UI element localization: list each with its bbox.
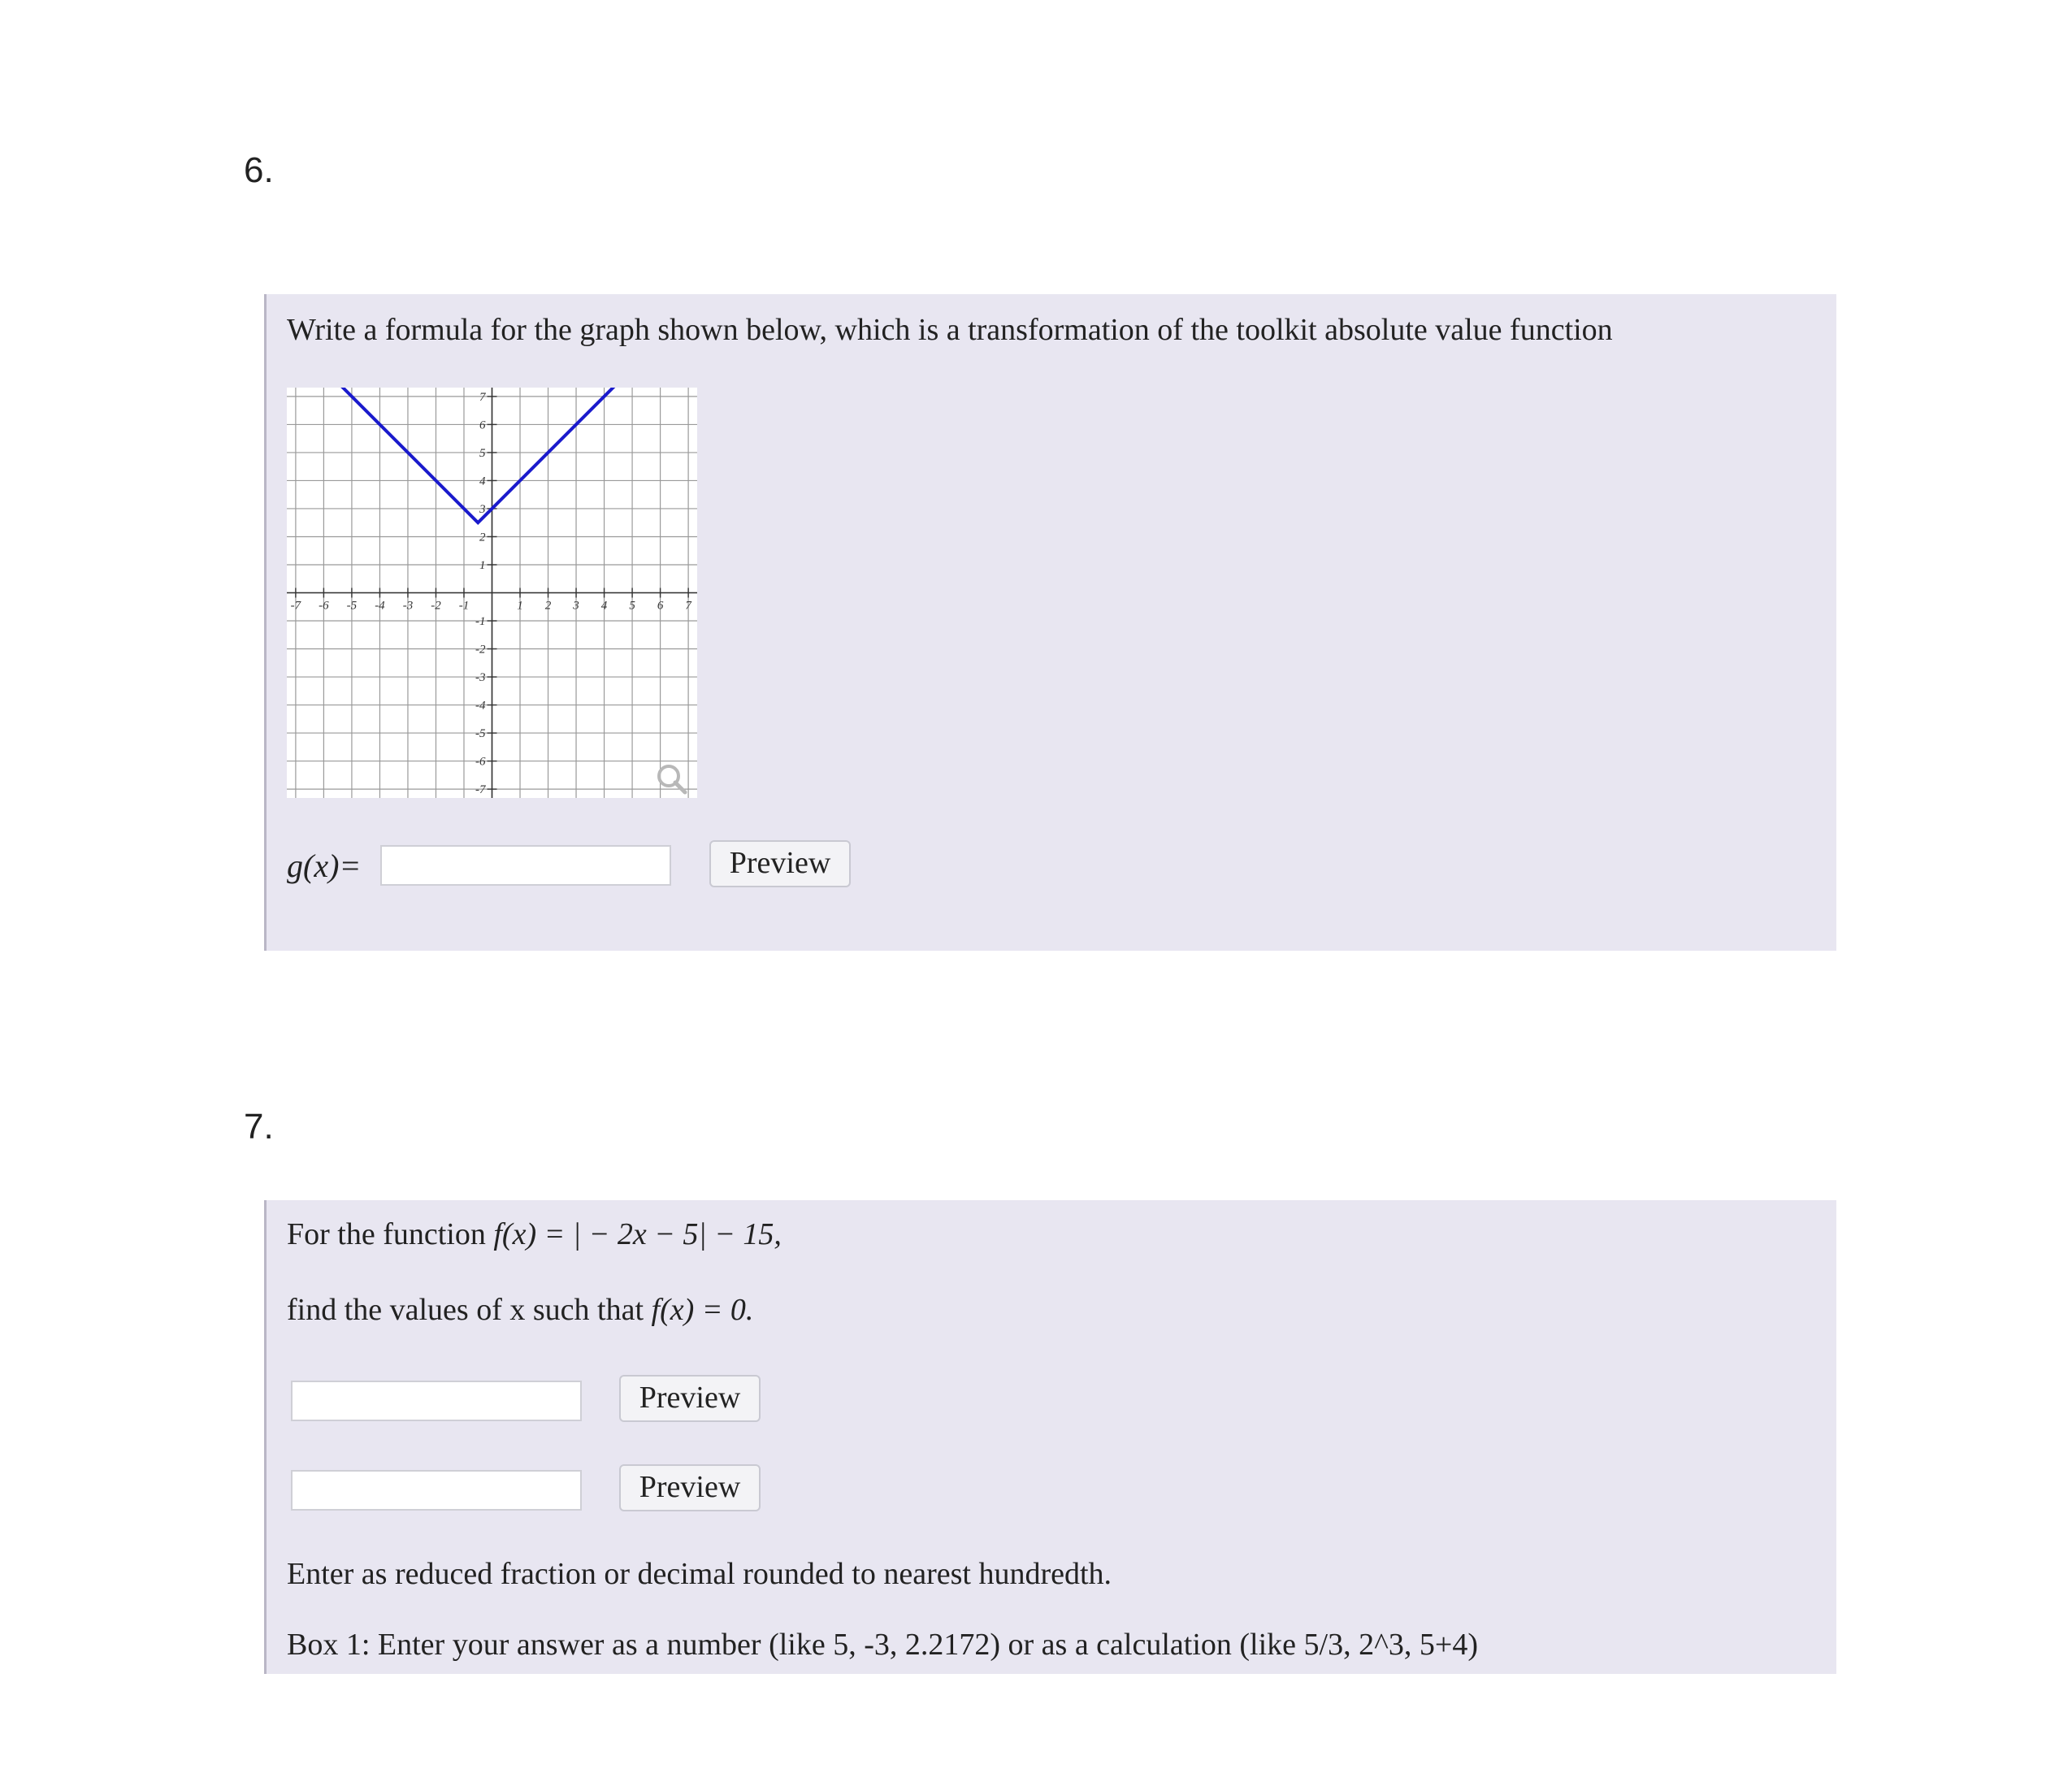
y-tick-label: -6	[475, 755, 486, 769]
x-tick-label: -5	[346, 599, 358, 613]
condition-expression: f(x) = 0.	[651, 1293, 754, 1327]
x-tick-label: -2	[431, 599, 441, 613]
question-6-panel	[264, 294, 1836, 951]
x-tick-label: -4	[375, 599, 385, 613]
graph-canvas	[287, 388, 697, 798]
x-tick-label: 4	[600, 599, 608, 613]
y-tick-label: -7	[475, 783, 486, 797]
g-of-x-label: g(x)=	[287, 848, 362, 884]
x-tick-label: 1	[517, 599, 523, 613]
y-tick-label: 1	[479, 558, 486, 572]
answer-input-2[interactable]	[291, 1470, 582, 1511]
x-tick-label: -7	[290, 599, 301, 613]
x-tick-label: 3	[573, 599, 579, 613]
preview-button[interactable]: Preview	[709, 840, 851, 887]
question-6-number: 6.	[244, 150, 274, 190]
y-tick-label: 4	[479, 475, 486, 488]
y-tick-label: -4	[475, 699, 486, 713]
x-tick-label: 2	[544, 599, 552, 613]
g-of-x-input[interactable]	[380, 845, 671, 886]
y-tick-label: 5	[479, 446, 486, 460]
preview-button-1[interactable]: Preview	[619, 1375, 761, 1422]
y-tick-label: -3	[475, 671, 486, 685]
x-tick-label: 6	[657, 599, 664, 613]
y-tick-label: 7	[479, 390, 486, 404]
x-tick-label: -3	[402, 599, 414, 613]
magnifier-icon[interactable]	[659, 766, 685, 792]
question-7-condition-line	[287, 1292, 753, 1328]
x-tick-label: -1	[458, 599, 470, 613]
question-6-prompt: Write a formula for the graph shown below, which is a transformation of the toolkit absolute value function	[287, 313, 1613, 347]
rounding-instruction: Enter as reduced fraction or decimal rounded to nearest hundredth.	[287, 1557, 1112, 1591]
absolute-value-graph	[287, 388, 697, 798]
x-tick-label: 7	[685, 599, 691, 613]
condition-prefix: find the values of x such that	[287, 1293, 652, 1327]
question-7-panel	[264, 1200, 1836, 1674]
function-prefix: For the function	[287, 1217, 494, 1251]
box1-format-note: Box 1: Enter your answer as a number (like 5, -3, 2.2172) or as a calculation (like 5/3, 2^3, 5+4)	[287, 1628, 1478, 1662]
question-7-number: 7.	[244, 1107, 274, 1147]
function-expression: f(x) = | − 2x − 5| − 15,	[493, 1217, 782, 1251]
y-tick-label: -5	[475, 727, 486, 741]
y-tick-label: 3	[479, 502, 486, 516]
y-tick-label: 2	[479, 531, 486, 544]
y-tick-label: 6	[479, 418, 486, 432]
question-7-function-line	[287, 1216, 782, 1252]
y-tick-label: -1	[475, 615, 486, 629]
preview-button-2[interactable]: Preview	[619, 1464, 761, 1511]
x-tick-label: -6	[319, 599, 329, 613]
x-tick-label: 5	[629, 599, 635, 613]
answer-input-1[interactable]	[291, 1381, 582, 1421]
y-tick-label: -2	[475, 643, 486, 657]
